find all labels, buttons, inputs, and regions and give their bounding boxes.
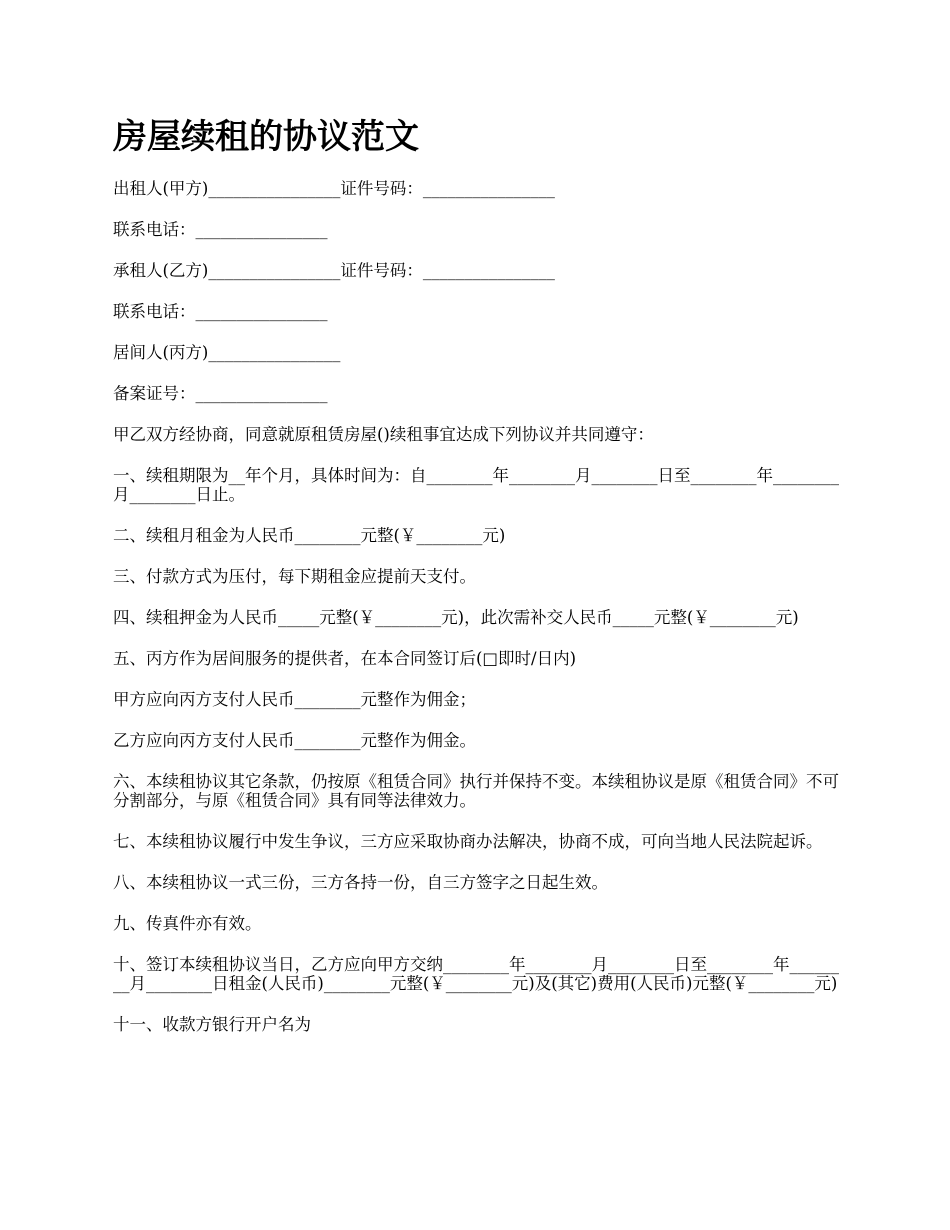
- lessor-phone-line: 联系电话：________________: [113, 220, 328, 239]
- lessee-line: 承租人(乙方)________________证件号码：________________: [113, 261, 555, 280]
- clause-9-fax: 九、传真件亦有效。: [113, 914, 262, 933]
- lessor-line: 出租人(甲方)________________证件号码：________________: [113, 179, 555, 198]
- clause-4-deposit: 四、续租押金为人民币_____元整(￥________元)，此次需补交人民币_____元整(￥________元): [113, 608, 799, 627]
- clause-11-bank-account: 十一、收款方银行开户名为: [113, 1015, 311, 1034]
- lessee-phone-line: 联系电话：________________: [113, 302, 328, 321]
- clause-5-party-b-commission: 乙方应向丙方支付人民币________元整作为佣金。: [113, 731, 476, 750]
- clause-7-disputes: 七、本续租协议履行中发生争议，三方应采取协商办法解决，协商不成，可向当地人民法院起诉。: [113, 832, 823, 851]
- clause-3-payment: 三、付款方式为压付，每下期租金应提前天支付。: [113, 567, 476, 586]
- filing-number-line: 备案证号：________________: [113, 384, 328, 403]
- agreement-intro: 甲乙双方经协商，同意就原租赁房屋()续租事宜达成下列协议并共同遵守：: [113, 425, 654, 444]
- clause-5-party-a-commission: 甲方应向丙方支付人民币________元整作为佣金；: [113, 690, 476, 709]
- clause-8-copies: 八、本续租协议一式三份，三方各持一份，自三方签字之日起生效。: [113, 873, 608, 892]
- clause-2-rent: 二、续租月租金为人民币________元整(￥________元): [113, 526, 506, 545]
- document-page: [113, 112, 840, 1056]
- document-title: 房屋续租的协议范文: [113, 117, 419, 157]
- clause-1-term: 一、续租期限为__年个月，具体时间为：自________年________月________日至________年________月________日止。: [113, 466, 839, 504]
- clause-10-payment-on-signing: 十、签订本续租协议当日，乙方应向甲方交纳________年________月________日至________年________月________日租金(人民币)________元整(￥________元)及(其它)费用(人民币)元整(￥________元): [113, 955, 839, 993]
- clause-6-other-terms: 六、本续租协议其它条款，仍按原《租赁合同》执行并保持不变。本续租协议是原《租赁合同》不可分割部分，与原《租赁合同》具有同等法律效力。: [113, 772, 839, 810]
- broker-line: 居间人(丙方)________________: [113, 343, 341, 362]
- clause-5-broker: 五、丙方作为居间服务的提供者，在本合同签订后(□即时/日内): [113, 649, 577, 668]
